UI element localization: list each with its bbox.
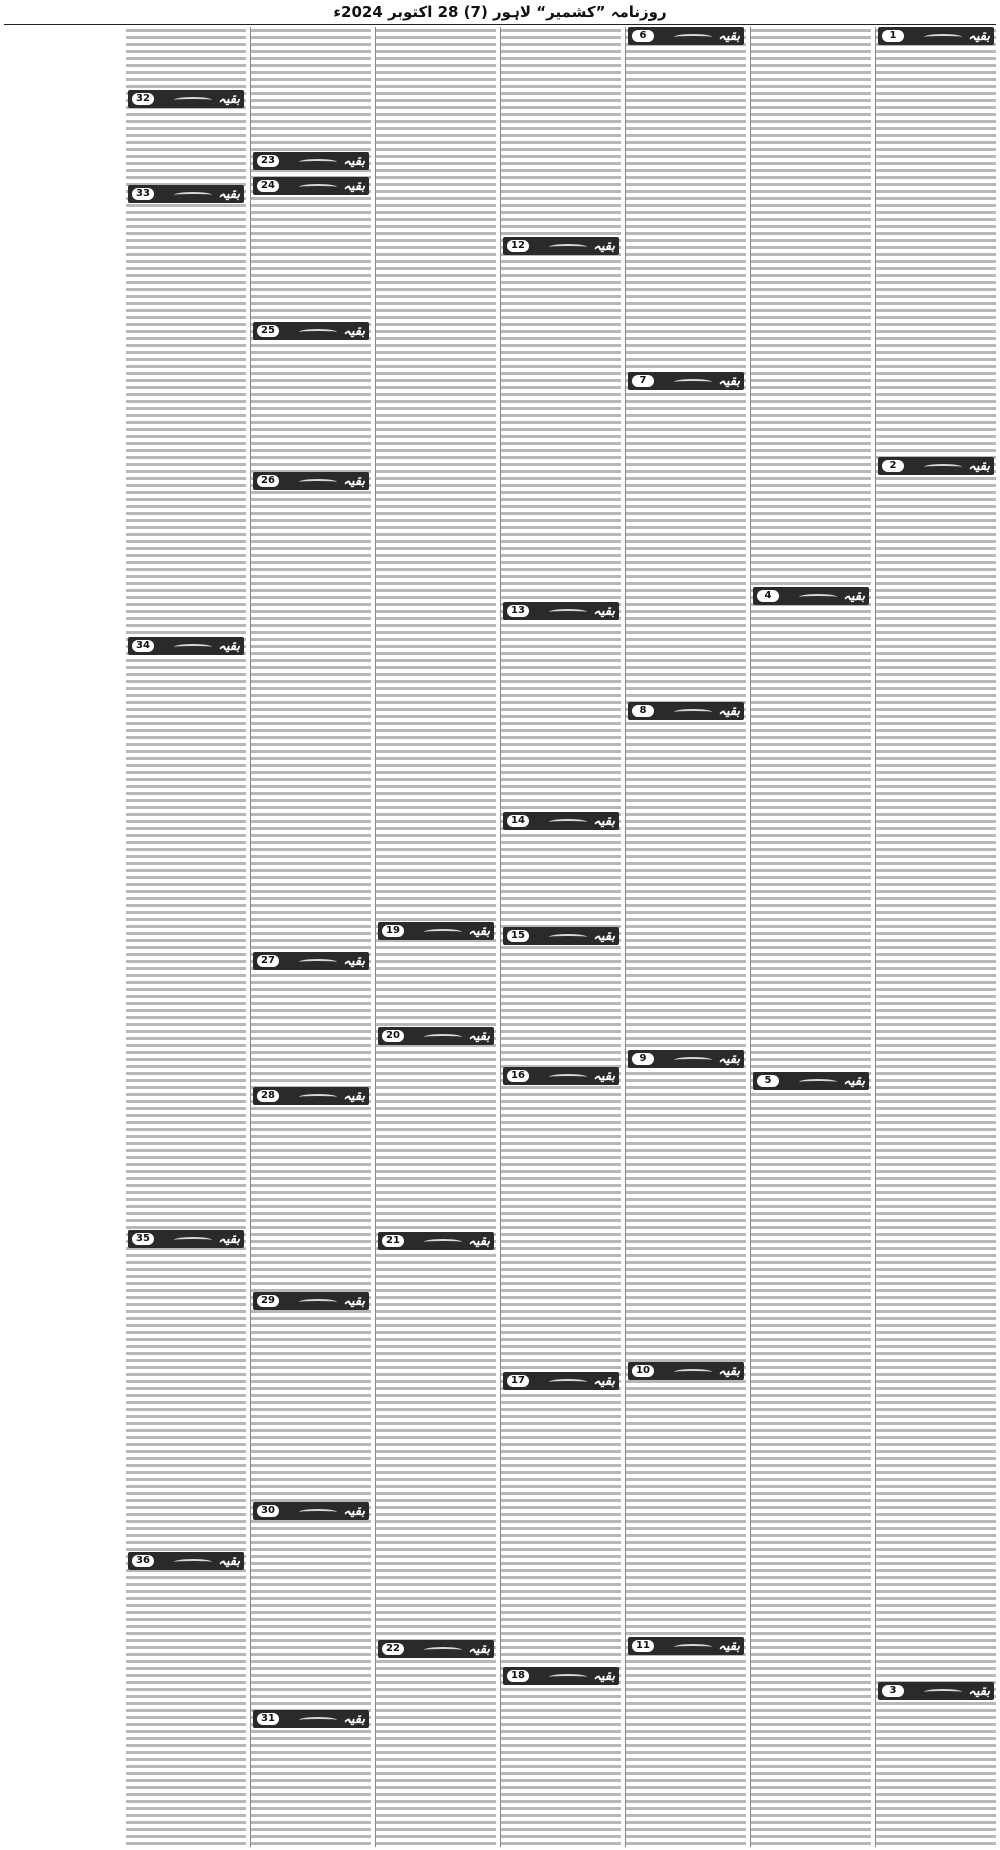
swoosh-ornament	[174, 192, 212, 198]
continuation-label: بقیہ	[343, 323, 365, 339]
swoosh-ornament	[174, 1559, 212, 1565]
swoosh-ornament	[299, 1717, 337, 1723]
continuation-number: 11	[632, 1640, 654, 1652]
continuation-header	[503, 812, 619, 830]
column-4	[500, 27, 621, 1847]
swoosh-ornament	[674, 34, 712, 40]
continuation-header	[503, 1067, 619, 1085]
swoosh-ornament	[299, 1094, 337, 1100]
continuation-label: بقیہ	[593, 603, 615, 619]
swoosh-ornament	[799, 594, 837, 600]
continuation-section	[878, 457, 994, 475]
continuation-section	[503, 812, 619, 830]
continuation-section	[503, 927, 619, 945]
continuation-header	[753, 1072, 869, 1090]
column-6	[250, 27, 371, 1847]
continuation-section	[628, 1050, 744, 1068]
swoosh-ornament	[924, 464, 962, 470]
swoosh-ornament	[299, 479, 337, 485]
continuation-section	[628, 372, 744, 390]
continuation-number: 10	[632, 1365, 654, 1377]
continuation-number: 13	[507, 605, 529, 617]
swoosh-ornament	[424, 1239, 462, 1245]
continuation-header	[503, 927, 619, 945]
continuation-section	[628, 1637, 744, 1655]
continuation-number: 19	[382, 925, 404, 937]
continuation-number: 27	[257, 955, 279, 967]
continuation-label: بقیہ	[718, 373, 740, 389]
swoosh-ornament	[924, 1689, 962, 1695]
column-7	[126, 27, 246, 1847]
continuation-label: بقیہ	[343, 1088, 365, 1104]
swoosh-ornament	[674, 379, 712, 385]
continuation-label: بقیہ	[218, 1231, 240, 1247]
swoosh-ornament	[299, 184, 337, 190]
continuation-number: 31	[257, 1713, 279, 1725]
continuation-section	[253, 1087, 369, 1105]
swoosh-ornament	[549, 819, 587, 825]
continuation-section	[253, 322, 369, 340]
text-columns	[4, 27, 996, 1847]
column-2	[750, 27, 871, 1847]
continuation-header	[128, 637, 244, 655]
column-text	[251, 27, 371, 1847]
continuation-section	[128, 637, 244, 655]
continuation-number: 32	[132, 93, 154, 105]
continuation-header	[128, 1552, 244, 1570]
continuation-label: بقیہ	[593, 1068, 615, 1084]
column-1	[875, 27, 996, 1847]
continuation-section	[753, 1072, 869, 1090]
continuation-label: بقیہ	[968, 28, 990, 44]
continuation-number: 3	[882, 1685, 904, 1697]
continuation-label: بقیہ	[718, 1638, 740, 1654]
continuation-header	[628, 27, 744, 45]
swoosh-ornament	[299, 1509, 337, 1515]
continuation-number: 17	[507, 1375, 529, 1387]
continuation-section	[128, 1230, 244, 1248]
swoosh-ornament	[299, 159, 337, 165]
swoosh-ornament	[674, 1644, 712, 1650]
continuation-header	[628, 372, 744, 390]
continuation-section	[753, 587, 869, 605]
continuation-number: 12	[507, 240, 529, 252]
continuation-header	[253, 952, 369, 970]
continuation-header	[628, 1050, 744, 1068]
continuation-number: 22	[382, 1643, 404, 1655]
swoosh-ornament	[424, 1034, 462, 1040]
continuation-number: 18	[507, 1670, 529, 1682]
continuation-label: بقیہ	[218, 1553, 240, 1569]
continuation-number: 30	[257, 1505, 279, 1517]
continuation-section	[253, 1292, 369, 1310]
continuation-label: بقیہ	[718, 28, 740, 44]
continuation-label: بقیہ	[968, 458, 990, 474]
continuation-header	[753, 587, 869, 605]
continuation-number: 28	[257, 1090, 279, 1102]
continuation-label: بقیہ	[343, 1293, 365, 1309]
continuation-section	[503, 1372, 619, 1390]
continuation-label: بقیہ	[468, 1233, 490, 1249]
continuation-section	[628, 702, 744, 720]
continuation-header	[878, 1682, 994, 1700]
swoosh-ornament	[299, 959, 337, 965]
column-text	[876, 27, 996, 1847]
swoosh-ornament	[549, 1074, 587, 1080]
continuation-section	[878, 1682, 994, 1700]
continuation-header	[628, 1637, 744, 1655]
continuation-section	[503, 1667, 619, 1685]
continuation-label: بقیہ	[468, 1028, 490, 1044]
continuation-label: بقیہ	[593, 238, 615, 254]
swoosh-ornament	[424, 1647, 462, 1653]
continuation-header	[378, 1640, 494, 1658]
swoosh-ornament	[299, 1299, 337, 1305]
continuation-header	[378, 922, 494, 940]
swoosh-ornament	[549, 609, 587, 615]
continuation-header	[253, 152, 369, 170]
continuation-number: 4	[757, 590, 779, 602]
continuation-section	[253, 177, 369, 195]
continuation-section	[253, 1502, 369, 1520]
continuation-header	[503, 237, 619, 255]
continuation-section	[503, 237, 619, 255]
continuation-section	[253, 952, 369, 970]
masthead-title: روزنامہ ”کشمیر“ لاہور (7) 28 اکتوبر 2024ء	[333, 3, 667, 21]
swoosh-ornament	[549, 244, 587, 250]
column-text	[626, 27, 746, 1847]
continuation-section	[503, 602, 619, 620]
swoosh-ornament	[174, 644, 212, 650]
continuation-section	[378, 1027, 494, 1045]
column-text	[126, 27, 246, 1847]
swoosh-ornament	[299, 329, 337, 335]
swoosh-ornament	[924, 34, 962, 40]
continuation-label: بقیہ	[218, 186, 240, 202]
continuation-number: 2	[882, 460, 904, 472]
continuation-number: 1	[882, 30, 904, 42]
continuation-label: بقیہ	[593, 1668, 615, 1684]
continuation-label: بقیہ	[218, 638, 240, 654]
continuation-label: بقیہ	[593, 1373, 615, 1389]
continuation-number: 8	[632, 705, 654, 717]
continuation-number: 34	[132, 640, 154, 652]
continuation-header	[628, 702, 744, 720]
continuation-header	[253, 177, 369, 195]
continuation-header	[253, 472, 369, 490]
continuation-label: بقیہ	[343, 953, 365, 969]
continuation-label: بقیہ	[343, 153, 365, 169]
continuation-label: بقیہ	[468, 1641, 490, 1657]
continuation-section	[878, 27, 994, 45]
continuation-section	[378, 1640, 494, 1658]
continuation-header	[128, 90, 244, 108]
continuation-label: بقیہ	[718, 1051, 740, 1067]
swoosh-ornament	[674, 1369, 712, 1375]
swoosh-ornament	[174, 1237, 212, 1243]
continuation-section	[378, 922, 494, 940]
continuation-number: 29	[257, 1295, 279, 1307]
continuation-section	[628, 27, 744, 45]
continuation-label: بقیہ	[593, 813, 615, 829]
continuation-header	[503, 1667, 619, 1685]
continuation-label: بقیہ	[843, 588, 865, 604]
continuation-label: بقیہ	[843, 1073, 865, 1089]
continuation-header	[503, 1372, 619, 1390]
continuation-number: 21	[382, 1235, 404, 1247]
swoosh-ornament	[549, 1674, 587, 1680]
continuation-number: 6	[632, 30, 654, 42]
swoosh-ornament	[674, 1057, 712, 1063]
continuation-label: بقیہ	[343, 1711, 365, 1727]
continuation-header	[253, 1292, 369, 1310]
swoosh-ornament	[549, 1379, 587, 1385]
continuation-number: 23	[257, 155, 279, 167]
continuation-header	[378, 1027, 494, 1045]
continuation-label: بقیہ	[968, 1683, 990, 1699]
continuation-header	[128, 1230, 244, 1248]
continuation-label: بقیہ	[468, 923, 490, 939]
continuation-section	[253, 1710, 369, 1728]
continuation-number: 35	[132, 1233, 154, 1245]
swoosh-ornament	[424, 929, 462, 935]
continuation-label: بقیہ	[218, 91, 240, 107]
continuation-header	[503, 602, 619, 620]
continuation-section	[378, 1232, 494, 1250]
continuation-number: 25	[257, 325, 279, 337]
continuation-section	[128, 1552, 244, 1570]
continuation-number: 9	[632, 1053, 654, 1065]
continuation-header	[253, 322, 369, 340]
column-3	[625, 27, 746, 1847]
column-5	[375, 27, 496, 1847]
continuation-section	[503, 1067, 619, 1085]
masthead-rule	[4, 24, 996, 25]
continuation-number: 15	[507, 930, 529, 942]
continuation-label: بقیہ	[593, 928, 615, 944]
continuation-header	[878, 457, 994, 475]
swoosh-ornament	[674, 709, 712, 715]
continuation-header	[253, 1502, 369, 1520]
continuation-section	[128, 90, 244, 108]
continuation-number: 36	[132, 1555, 154, 1567]
continuation-header	[253, 1087, 369, 1105]
swoosh-ornament	[799, 1079, 837, 1085]
continuation-number: 5	[757, 1075, 779, 1087]
continuation-label: بقیہ	[343, 178, 365, 194]
continuation-number: 33	[132, 188, 154, 200]
continuation-number: 7	[632, 375, 654, 387]
column-text	[751, 27, 871, 1847]
continuation-header	[253, 1710, 369, 1728]
continuation-label: بقیہ	[718, 703, 740, 719]
continuation-section	[253, 152, 369, 170]
continuation-section	[253, 472, 369, 490]
continuation-header	[128, 185, 244, 203]
continuation-number: 14	[507, 815, 529, 827]
continuation-header	[628, 1362, 744, 1380]
continuation-header	[378, 1232, 494, 1250]
continuation-number: 20	[382, 1030, 404, 1042]
swoosh-ornament	[549, 934, 587, 940]
continuation-label: بقیہ	[718, 1363, 740, 1379]
continuation-section	[128, 185, 244, 203]
continuation-label: بقیہ	[343, 1503, 365, 1519]
continuation-section	[628, 1362, 744, 1380]
continuation-label: بقیہ	[343, 473, 365, 489]
continuation-number: 26	[257, 475, 279, 487]
continuation-header	[878, 27, 994, 45]
continuation-number: 24	[257, 180, 279, 192]
continuation-number: 16	[507, 1070, 529, 1082]
swoosh-ornament	[174, 97, 212, 103]
